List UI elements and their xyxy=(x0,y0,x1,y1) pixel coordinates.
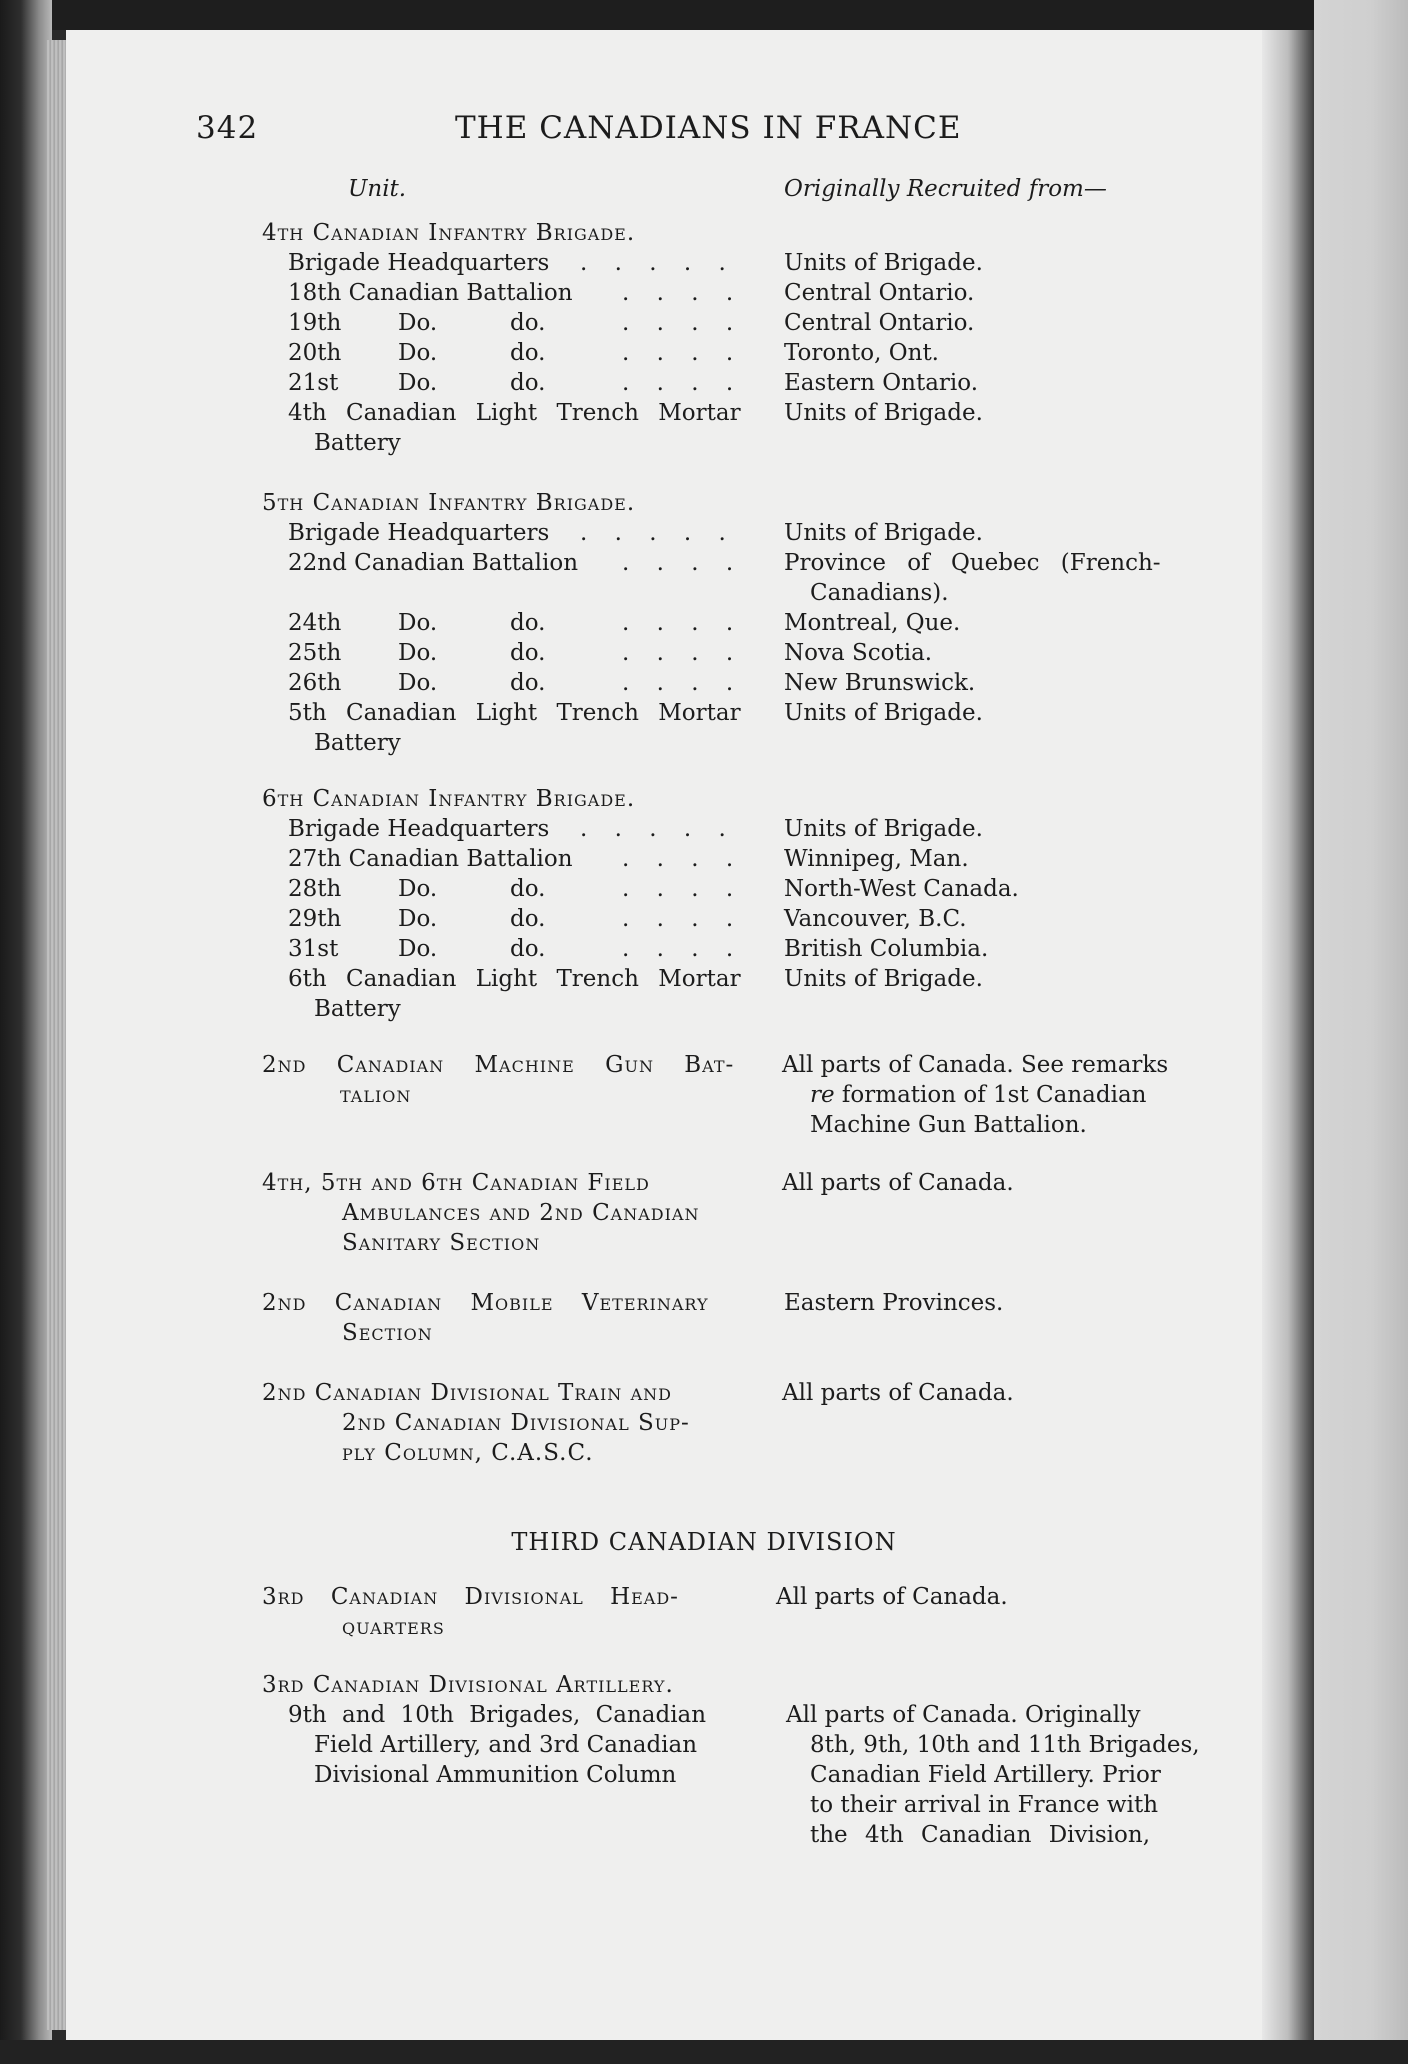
brigade-title: 4th Canadian Infantry Brigade. xyxy=(262,220,636,246)
unit-name: Brigade Headquarters xyxy=(288,250,550,276)
leader-dots: . . . . xyxy=(622,550,744,576)
recruited-from: All parts of Canada. xyxy=(782,1170,1014,1196)
unit-name: 4th, 5th and 6th Canadian Field xyxy=(262,1170,650,1196)
leader-dots: . . . . . xyxy=(580,816,736,842)
leader-dots: . . . . xyxy=(622,640,744,666)
unit-name-continued: talion xyxy=(340,1082,412,1108)
recruited-from: All parts of Canada. xyxy=(776,1584,1008,1610)
brigade-title: 6th Canadian Infantry Brigade. xyxy=(262,786,636,812)
scan-border-top xyxy=(0,0,1408,30)
unit-number: 24th xyxy=(288,610,342,636)
recruited-from: Winnipeg, Man. xyxy=(784,846,969,872)
unit-name: 22nd Canadian Battalion xyxy=(288,550,579,576)
unit-number: 28th xyxy=(288,876,342,902)
ditto-mark: do. xyxy=(510,310,546,336)
ditto-mark: do. xyxy=(510,936,546,962)
recruited-from: Eastern Ontario. xyxy=(784,370,979,396)
unit-name: 9th and 10th Brigades, Canadian xyxy=(288,1702,707,1728)
unit-number: 20th xyxy=(288,340,342,366)
facing-page-edge xyxy=(1314,0,1408,2064)
unit-name: 5th Canadian Light Trench Mortar xyxy=(288,700,741,726)
unit-number: 31st xyxy=(288,936,339,962)
ditto-mark: Do. xyxy=(398,876,438,902)
column-heading-unit: Unit. xyxy=(348,176,407,202)
ditto-mark: do. xyxy=(510,640,546,666)
recruited-from-continued: to their arrival in France with xyxy=(810,1792,1159,1818)
recruited-from: Nova Scotia. xyxy=(784,640,933,666)
ditto-mark: Do. xyxy=(398,906,438,932)
unit-name-continued: Section xyxy=(342,1320,433,1346)
leader-dots: . . . . . xyxy=(580,520,736,546)
recruited-from: Eastern Provinces. xyxy=(784,1290,1004,1316)
unit-name-continued: Divisional Ammunition Column xyxy=(314,1762,677,1788)
unit-name-continued: Battery xyxy=(314,730,401,756)
leader-dots: . . . . xyxy=(622,340,744,366)
unit-number: 29th xyxy=(288,906,342,932)
ditto-mark: Do. xyxy=(398,610,438,636)
unit-number: 25th xyxy=(288,640,342,666)
ditto-mark: Do. xyxy=(398,670,438,696)
re-italic: re xyxy=(810,1082,835,1108)
leader-dots: . . . . xyxy=(622,906,744,932)
scan-border-bottom xyxy=(0,2040,1408,2064)
book-page-edges xyxy=(46,40,68,2030)
unit-name-continued: Field Artillery, and 3rd Canadian xyxy=(314,1732,698,1758)
ditto-mark: do. xyxy=(510,876,546,902)
leader-dots: . . . . . xyxy=(580,250,736,276)
recruited-from-continued: the 4th Canadian Division, xyxy=(810,1822,1151,1848)
ditto-mark: do. xyxy=(510,370,546,396)
unit-name: 4th Canadian Light Trench Mortar xyxy=(288,400,741,426)
recruited-from-continued: Canadians). xyxy=(810,580,949,606)
leader-dots: . . . . xyxy=(622,280,744,306)
unit-name-continued: Sanitary Section xyxy=(342,1230,541,1256)
leader-dots: . . . . xyxy=(622,610,744,636)
recruited-from: Units of Brigade. xyxy=(784,816,983,842)
leader-dots: . . . . xyxy=(622,846,744,872)
unit-name: Brigade Headquarters xyxy=(288,816,550,842)
leader-dots: . . . . xyxy=(622,936,744,962)
ditto-mark: do. xyxy=(510,670,546,696)
unit-name: Brigade Headquarters xyxy=(288,520,550,546)
leader-dots: . . . . xyxy=(622,876,744,902)
unit-name: 2nd Canadian Divisional Train and xyxy=(262,1380,672,1406)
recruited-from: North-West Canada. xyxy=(784,876,1019,902)
section-heading: THIRD CANADIAN DIVISION xyxy=(511,1528,897,1556)
recruited-from: British Columbia. xyxy=(784,936,989,962)
ditto-mark: Do. xyxy=(398,640,438,666)
recruited-from: Units of Brigade. xyxy=(784,400,983,426)
recruited-from-continued: 8th, 9th, 10th and 11th Brigades, xyxy=(810,1732,1200,1758)
book-gutter xyxy=(1262,30,1314,2040)
leader-dots: . . . . xyxy=(622,310,744,336)
unit-name: 18th Canadian Battalion xyxy=(288,280,573,306)
recruited-from: Toronto, Ont. xyxy=(784,340,939,366)
section-subheading: 3rd Canadian Divisional Artillery. xyxy=(262,1672,674,1698)
recruited-from: Montreal, Que. xyxy=(784,610,961,636)
scan-border-left xyxy=(0,0,52,2064)
recruited-from-continued xyxy=(810,1080,1146,1110)
ditto-mark: do. xyxy=(510,906,546,932)
recruited-from: Province of Quebec (French- xyxy=(784,550,1161,576)
recruited-from: Units of Brigade. xyxy=(784,250,983,276)
recruited-from: Vancouver, B.C. xyxy=(784,906,967,932)
recruited-from: Units of Brigade. xyxy=(784,966,983,992)
column-heading-recruited: Originally Recruited from— xyxy=(784,176,1107,202)
ditto-mark: Do. xyxy=(398,370,438,396)
recruited-from: Central Ontario. xyxy=(784,280,975,306)
ditto-mark: Do. xyxy=(398,310,438,336)
brigade-title: 5th Canadian Infantry Brigade. xyxy=(262,490,636,516)
unit-number: 19th xyxy=(288,310,342,336)
unit-name: 3rd Canadian Divisional Head- xyxy=(262,1584,679,1610)
unit-name-continued: Battery xyxy=(314,996,401,1022)
unit-name: 6th Canadian Light Trench Mortar xyxy=(288,966,741,992)
page-number: 342 xyxy=(196,110,259,146)
recruited-from-continued: Canadian Field Artillery. Prior xyxy=(810,1762,1161,1788)
unit-number: 26th xyxy=(288,670,342,696)
unit-name: 27th Canadian Battalion xyxy=(288,846,573,872)
ditto-mark: do. xyxy=(510,610,546,636)
leader-dots: . . . . xyxy=(622,370,744,396)
unit-name: 2nd Canadian Mobile Veterinary xyxy=(262,1290,709,1316)
recruited-from: All parts of Canada. Originally xyxy=(786,1702,1141,1728)
recruited-from-text: formation of 1st Canadian xyxy=(834,1082,1147,1108)
unit-number: 21st xyxy=(288,370,339,396)
recruited-from: Central Ontario. xyxy=(784,310,975,336)
recruited-from: New Brunswick. xyxy=(784,670,976,696)
recruited-from: Units of Brigade. xyxy=(784,520,983,546)
unit-name-continued: Battery xyxy=(314,430,401,456)
unit-name: 2nd Canadian Machine Gun Bat- xyxy=(262,1052,735,1078)
leader-dots: . . . . xyxy=(622,670,744,696)
recruited-from-continued: Machine Gun Battalion. xyxy=(810,1112,1087,1138)
unit-name-continued: Ambulances and 2nd Canadian xyxy=(342,1200,700,1226)
ditto-mark: do. xyxy=(510,340,546,366)
running-title: THE CANADIANS IN FRANCE xyxy=(455,110,962,146)
unit-name-continued: quarters xyxy=(342,1614,445,1640)
recruited-from: Units of Brigade. xyxy=(784,700,983,726)
ditto-mark: Do. xyxy=(398,936,438,962)
unit-name-continued: 2nd Canadian Divisional Sup- xyxy=(342,1410,690,1436)
ditto-mark: Do. xyxy=(398,340,438,366)
recruited-from: All parts of Canada. xyxy=(782,1380,1014,1406)
unit-name-continued: ply Column, C.A.S.C. xyxy=(342,1440,594,1466)
recruited-from: All parts of Canada. See remarks xyxy=(782,1052,1169,1078)
